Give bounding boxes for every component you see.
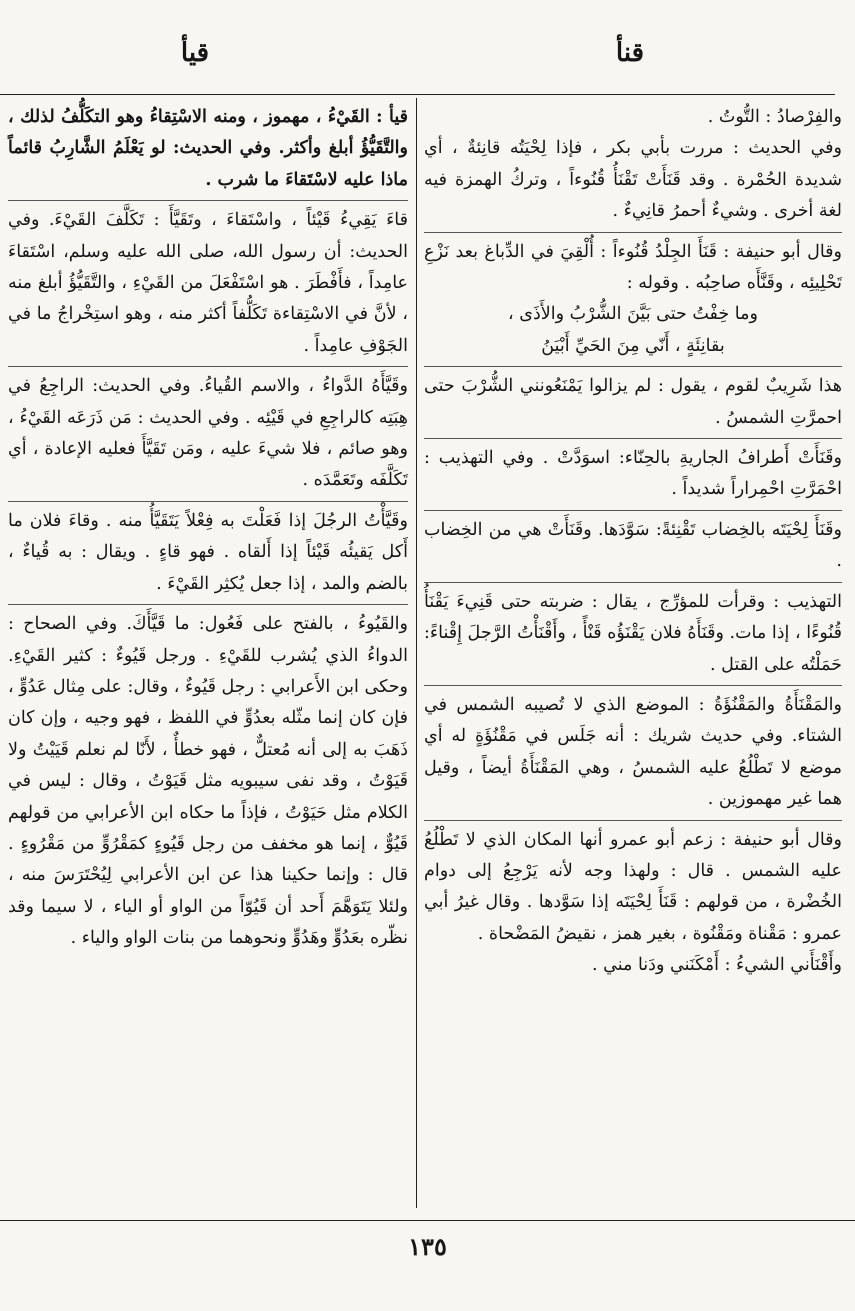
page-number: ١٣٥ [408, 1232, 447, 1261]
entry-paragraph: وقال أبو حنيفة : قَنَأَ الجِلْدُ قُنُوءاً : أُلْقِيَ في الدِّباغ بعد نَزْعِ تَحْلِيئِه ، وقَنَّأَه صاحِبُه . وقوله : [424, 241, 842, 294]
paragraph-separator [8, 366, 408, 367]
left-column [8, 102, 408, 955]
paragraph-separator [424, 232, 842, 233]
entry-paragraph: والمَقْنَأَةُ والمَقْنُؤَةُ : الموضع الذي لا تُصيبه الشمس في الشتاء. وفي حديث شريك : أنه جَلَس في مَقْنُؤَةٍ له أي موضع لا تَطْلُعُ عليه الشمسُ ، وهي المَقْنَأَةُ أيضاً ، وقيل هما غير مهموزين . [424, 694, 842, 810]
verse-line: وما خِفْتُ حتى بَيَّنَ الشُّرْبُ والأَذَى ، [508, 304, 758, 325]
entry-paragraph: هذا شَرِيبٌ لقوم ، يقول : لم يزالوا يَمْنَعُونني الشُّرْبَ حتى احمرَّتِ الشمسُ . [424, 376, 842, 428]
right-running-head: قنأ [615, 38, 645, 68]
paragraph-separator [424, 582, 842, 583]
right-column [424, 102, 842, 982]
paragraph-separator [424, 438, 842, 439]
entry-paragraph: وفي الحديث : مررت بأبي بكر ، فإذا لِحْيَتُه قانِئةٌ ، أي شديدة الحُمْرة . وقد قَنَأَتْ تَقْنَأُ قُنُوءاً ، وتركُ الهمزة فيه لغة أخرى . وشيءٌ أحمرُ قانِيءٌ . [424, 138, 842, 222]
paragraph-separator [424, 820, 842, 821]
entry-paragraph: وقَنَأَ لِحْيَتَه بالخِضاب تَقْنِئةً: سَوَّدَها. وقَنَأَتْ هي من الخِضاب . [424, 519, 842, 572]
entry-paragraph: التهذيب : وقرأت للمؤرِّج ، يقال : ضربته حتى قَنِيءَ يَقْنَأُ قُنُوءًا ، إذا مات. وقَنَأَهُ فلان يَقْنَؤُه قَنْأً ، وأَقْنَأْتُ الرَّجلَ إِقْناءً: حَمَلْتُه على القتل . [424, 591, 842, 675]
paragraph-separator [424, 366, 842, 367]
entry-paragraph: والفِرْصادُ : التُّوتُ . [707, 107, 842, 127]
entry-paragraph: والقَيُوءُ ، بالفتح على فَعُول: ما قَيَّأَكَ. وفي الصحاح : الدواءُ الذي يُشرب للقَيْءِ . ورجل قَيُوءٌ : كثير القَيْءِ. وحكى ابن الأَعرابي : رجل قَيُوءٌ ، وقال: على مِثال عَدُوٍّ ، فإن كان إنما مثّله بعدُوٍّ في اللفظ ، فهو وجيه ، وإن كان ذَهَبَ به إلى أنه مُعتلٌّ ، فهو خطأٌ ، لأَنّا لم نعلم قَيَيْتُ ولا قَيَوْتُ ، وقد نفى سيبويه مثل قَيَوْتُ ، وقال : ليس في الكلام مثل حَيَوْتُ ، فإذاً ما حكاه ابن الأعرابي من قولهم قَيُوٌّ ، إنما هو مخفف من رجل قَيُوءٍ كمَقْرُوٍّ من مَقْرُوءٍ . قال : وإنما حكينا هذا عن ابن الأعرابي لِيُحْتَرَسَ منه ، ولئلا يَتَوَهَّمَ أَحد أن قَيُوّاً من الواو أو الياء ، لا سيما وقد نظّره بعَدُوٍّ وهَدُوٍّ ونحوهما من بنات الواو والياء . [7, 614, 408, 949]
verse-line: بقانِئَةٍ ، أَنّي مِنَ الحَيِّ أَبْيَنُ [541, 335, 725, 356]
entry-paragraph: وقَيَّأَهُ الدَّواءُ ، والاسم القُياءُ. وفي الحديث: الراجِعُ في هِبَتِه كالراجِعِ في قَيْئِه . وفي الحديث : مَن ذَرَعَه القَيْءُ ، وهو صائم ، فلا شيءَ عليه ، ومَن تَقَيَّأَ فعليه الإعادة ، أي تَكَلَّفَه وتَعَمَّدَه . [8, 376, 408, 491]
paragraph-separator [8, 200, 408, 201]
left-running-head: قيأ [180, 38, 210, 68]
bottom-rule [0, 1220, 855, 1221]
paragraph-separator [424, 510, 842, 511]
paragraph-separator [424, 685, 842, 686]
column-divider [416, 98, 417, 1208]
entry-paragraph: وقَيَّأْتُ الرجُلَ إذا فَعَلْتَ به فِعْلاً يَتَقَيَّأُ منه . وقاءَ فلان ما أَكل يَقيئُه قَيْئاً إذا أَلقاه . فهو قاءٍ . ويقال : به قُياءٌ ، بالضم والمد ، إذا جعل يُكثِر القَيْءَ . [8, 510, 408, 594]
entry-paragraph: قاءَ يَقِيءُ قَيْئاً ، واسْتَقاءَ ، وتَقَيَّأَ : تَكَلَّفَ القَيْءَ. وفي الحديث: أن رسول الله، صلى الله عليه وسلم، اسْتَقاءَ عامِداً ، فأَفْطَرَ . هو اسْتَفْعَلَ من القَيْءِ ، والتَّقَيُّؤُ أبلغ منه ، لأنَّ في الاسْتِقاءة تَكَلُّفاً أكثر منه ، وهو استِخْراجُ ما في الجَوْفِ عامِداً . [8, 210, 408, 356]
paragraph-separator [8, 501, 408, 502]
entry-headword-paragraph: قيأ : القَيْءُ ، مهموز ، ومنه الاسْتِقاءُ وهو التكَلُّفُ لذلك ، والتَّقَيُّؤُ أبلغ وأكثر. وفي الحديث: لو يَعْلَمُ الشَّارِبُ قائماً ماذا عليه لاسْتَقاءَ ما شرب . [8, 107, 408, 190]
top-rule [0, 94, 835, 95]
entry-paragraph: وقَنَأَتْ أَطرافُ الجاريةِ بالحِنّاء: اسوَدَّتْ . وفي التهذيب : احْمَرَّتِ احْمِراراً شديداً . [424, 448, 842, 500]
paragraph-separator [8, 604, 408, 605]
entry-paragraph: وأَقْنَأَني الشيءُ : أَمْكَنَني ودَنا مني . [592, 955, 842, 976]
entry-paragraph: وقال أبو حنيفة : زعم أبو عمرو أنها المكان الذي لا تَطْلُعُ عليه الشمس . قال : ولهذا وجه لأنه يَرْجِعُ إلى دوام الخُضْرة ، من قولهم : قَنَأَ لِحْيَتَه إذا سَوَّدها . وقال غيرُ أبي عمرو : مَقْناة ومَقْنُوة ، بغير همز ، نقيضُ المَضْحاة . [424, 829, 842, 944]
